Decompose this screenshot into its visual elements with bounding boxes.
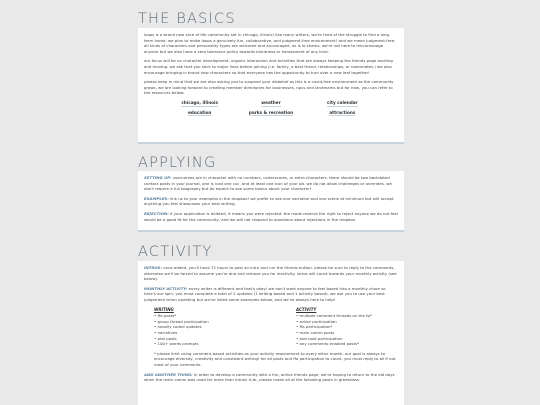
writing-item: • narratives [154,329,178,335]
link-chicago[interactable]: chicago, illinois [181,99,218,105]
comment-activity-note: * please limit using comment-based activities as your activity requirement to every other month. our goal is always to encourage diversity, creativity and consistent writing! for all posts and ffa participation to count, you must reply to all if not most of your comments. [154,350,396,367]
link-city-calendar[interactable]: city calendar [327,99,358,105]
requirement-columns [154,307,398,347]
basics-intro-paragraph: loops is a brand new slice of life community set in chicago, illinois! like many writers, we're tired of the struggle to find a long-term home. we plan to make loops a genuinely fun, collaborative, and judgment-free environment! and we mean judgment-free: all kinds of characters and personality types are welcome and encouraged, as is lo shams. we're not here to micromanage anyone but we also have a zero tolerance policy towards bluntness or harassment of any kind. [144,32,396,54]
writing-column [154,307,256,347]
writing-item: • ffa posts* [154,313,177,319]
writing-item: • 100+ words prompts [154,341,199,347]
activity-title: ACTIVITY [138,244,213,260]
link-education[interactable]: education [187,109,212,115]
another-thing-paragraph [144,372,398,383]
monthly-activity-label: MONTHLY ACTIVITY: [144,285,188,291]
another-thing-label: AND ANOTHER THING: [144,371,193,377]
rejection-label: REJECTION: [144,210,169,216]
examples-paragraph [144,196,398,207]
examples-label: EXAMPLES: [144,195,169,201]
intros-paragraph [144,265,398,282]
writing-item: • plot posts [154,335,177,341]
basics-focus-paragraph: our focus will be on character development, organic interaction and activities that are always keeping the friends page exciting and moving. we ask that you stick to major lines before joining (i.e. family, a best friend, relationships, or roommates.) we also encourage bringing in brand new characters so that everyone has the opportunity to turn over a new leaf together! [144,58,393,75]
applying-card [138,171,404,232]
activity-heading: ACTIVITY [296,306,317,312]
activity-column [296,307,398,347]
activity-item: • plot post participation [296,335,343,341]
setting-up-label: SETTING UP: [144,175,172,180]
activity-item: • main comm posts [296,329,335,335]
link-attractions[interactable]: attractions [329,109,356,115]
rejection-text: if your application is deleted, it means you were rejected. the mods reserve the right to reject anyone we do not feel would be a good fit for the community, and we will not respond to questions about rejections in the dropbox. [144,210,398,222]
rejection-paragraph [144,211,398,222]
basics-card [138,28,404,144]
intros-text: once added, you'll have 72 hours to post an intro and run the friends button. please be sure to reply to the comments, otherwise we'll be forced to assume you're dna and remove you for inactivity. intros will count towards your monthly activity (see below). [144,265,397,282]
monthly-activity-text: every writer is different and that's okay! we don't want anyone to feel boxed into a monthly chore so here's our spin: you must complete a total of 2 updates (1 writing based and 1 activity based). we ask you to use your best judgement when updating but we've listed some examples below, and we've always here to help! [144,285,386,302]
setting-up-paragraph [144,175,398,192]
writing-item: • heavily coded updates [154,324,202,330]
link-weather[interactable]: weather [261,99,281,105]
setting-up-text: usernames are in character with no numbers, underscores, or extra characters. there should be two backdated contact posts in your journal, one is icad one cuc, and at least one icon of your pb. we do not allow challenges or overrides. we don't require a full biography but do expect to see some basics about your character! [144,175,392,192]
intros-label: INTROS: [144,265,163,270]
basics-covid-paragraph: please keep in mind that we are also asking you to suspend your disbelief as this is a covid-free environment as the community grows, we are looking forward to creating member directories for businesses, npcs and landmarks but for now, you can refer to the resources below: [144,79,394,96]
resource-links [164,100,378,116]
activity-item: • entire participation [296,318,337,324]
activity-item: • ffa participation* [296,324,333,330]
activity-item: • any comments enabled posts* [296,341,359,347]
activity-card [138,261,404,405]
link-parks-recreation[interactable]: parks & recreation [248,109,294,115]
writing-heading: WRITING [154,306,174,312]
monthly-activity-paragraph [144,286,398,303]
examples-text: link us to your examples in the dropbox! we prefer to see one narrative and one scene at minimum but will accept anything you feel showcases your best writing. [144,195,394,207]
another-thing-text: in order to develop a community with a fun, active friends page, we're hoping to return to the old days when the main comm was used for more than intros! tl;dr, please make all of the following posts in greetalass [144,371,395,383]
activity-item: • multiple comment threads on the fp* [296,313,372,319]
basics-title: THE BASICS [138,11,236,27]
applying-title: APPLYING [138,155,217,171]
writing-item: • group thread participation [154,318,209,324]
